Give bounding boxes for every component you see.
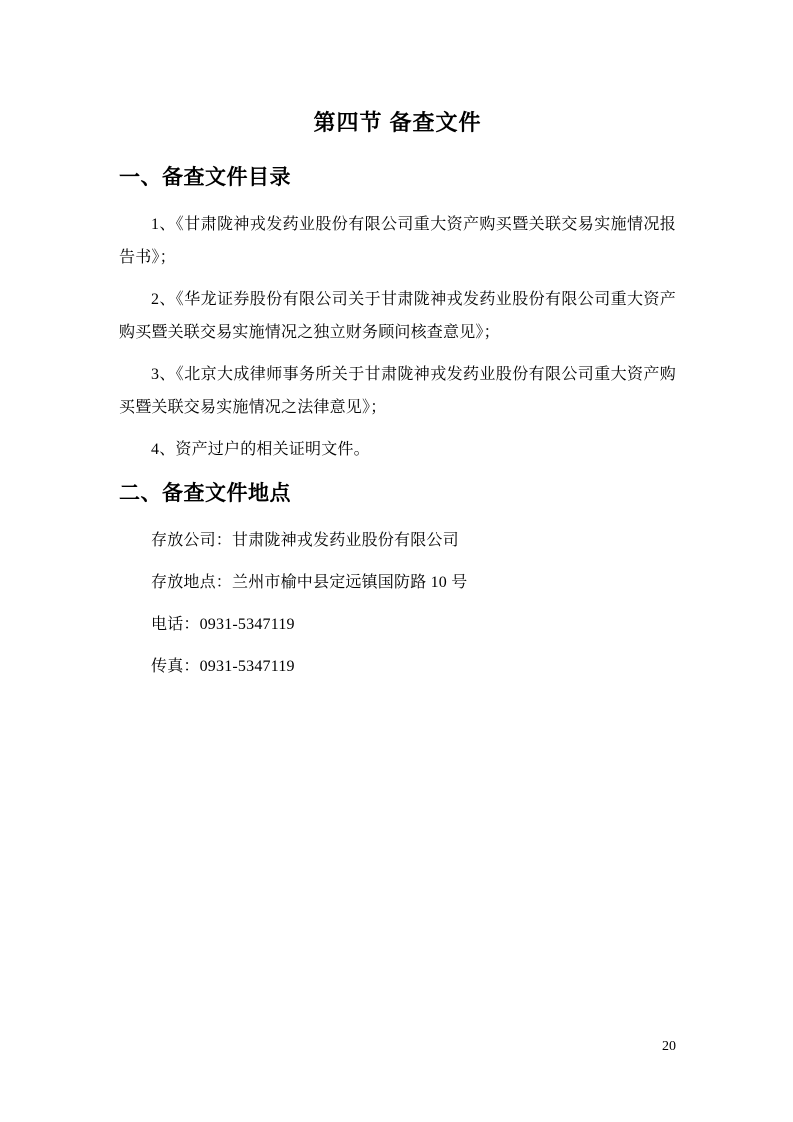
location-address-line: 存放地点：兰州市榆中县定远镇国防路 10 号 — [151, 574, 468, 591]
catalog-item-2: 2、《华龙证券股份有限公司关于甘肃陇神戎发药业股份有限公司重大资产购买暨关联交易实施情况之独立财务顾问核查意见》； — [119, 291, 676, 341]
location-heading: 二、备查文件地点 — [119, 482, 291, 505]
catalog-item-3: 3、《北京大成律师事务所关于甘肃陇神戎发药业股份有限公司重大资产购买暨关联交易实施情况之法律意见》； — [119, 366, 676, 416]
page-number: 20 — [662, 1039, 676, 1054]
location-fax-line: 传真：0931-5347119 — [151, 658, 295, 675]
section-catalog — [119, 164, 676, 466]
catalog-item-4: 4、资产过户的相关证明文件。 — [151, 441, 370, 458]
document-title: 第四节 备查文件 — [313, 110, 482, 135]
section-location — [119, 480, 676, 683]
catalog-item-1: 1、《甘肃陇神戎发药业股份有限公司重大资产购买暨关联交易实施情况报告书》； — [119, 216, 676, 266]
location-phone-line: 电话：0931-5347119 — [151, 616, 295, 633]
location-company-line: 存放公司：甘肃陇神戎发药业股份有限公司 — [151, 532, 459, 549]
catalog-heading: 一、备查文件目录 — [119, 166, 291, 189]
